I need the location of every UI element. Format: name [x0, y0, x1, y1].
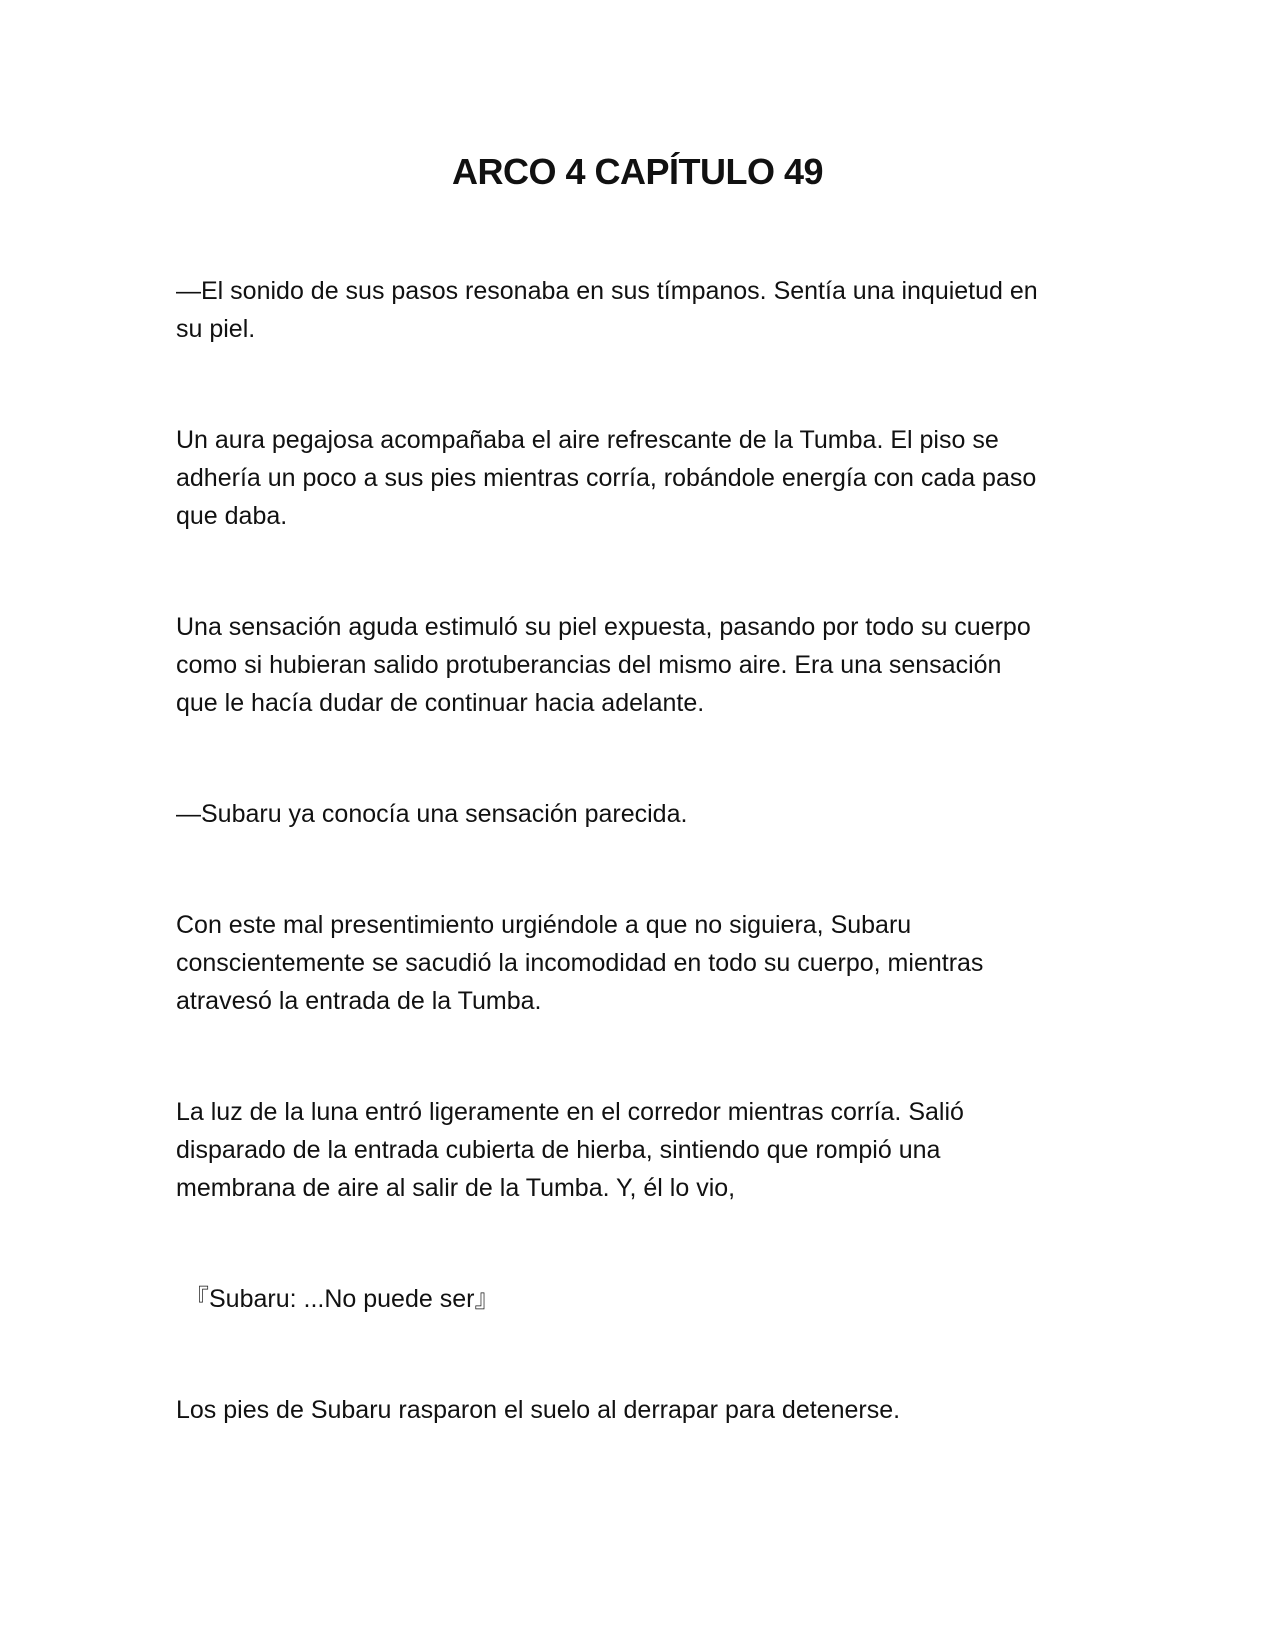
paragraph-5: Con este mal presentimiento urgiéndole a que no siguiera, Subaru conscientemente se sacudió la incomodidad en todo su cuerpo, mientras atravesó la entrada de la Tumba.: [176, 911, 984, 1015]
paragraph-1: —El sonido de sus pasos resonaba en sus tímpanos. Sentía una inquietud en su piel.: [176, 277, 1038, 343]
chapter-title: ARCO 4 CAPÍTULO 49: [451, 151, 824, 192]
paragraph-8: Los pies de Subaru rasparon el suelo al derrapar para detenerse.: [176, 1396, 901, 1424]
paragraph-6: La luz de la luna entró ligeramente en el corredor mientras corría. Salió disparado de la entrada cubierta de hierba, sintiendo que rompió una membrana de aire al salir de la Tumba. Y, él lo vio,: [176, 1098, 964, 1202]
paragraph-2: Un aura pegajosa acompañaba el aire refrescante de la Tumba. El piso se adhería un poco a sus pies mientras corría, robándole energía con cada paso que daba.: [176, 426, 1037, 530]
paragraph-3: Una sensación aguda estimuló su piel expuesta, pasando por todo su cuerpo como si hubieran salido protuberancias del mismo aire. Era una sensación que le hacía dudar de continuar hacia adelante.: [176, 613, 1031, 717]
paragraph-4: —Subaru ya conocía una sensación parecida.: [176, 800, 688, 828]
dialogue-line: 『Subaru: ...No puede ser』: [184, 1285, 500, 1313]
